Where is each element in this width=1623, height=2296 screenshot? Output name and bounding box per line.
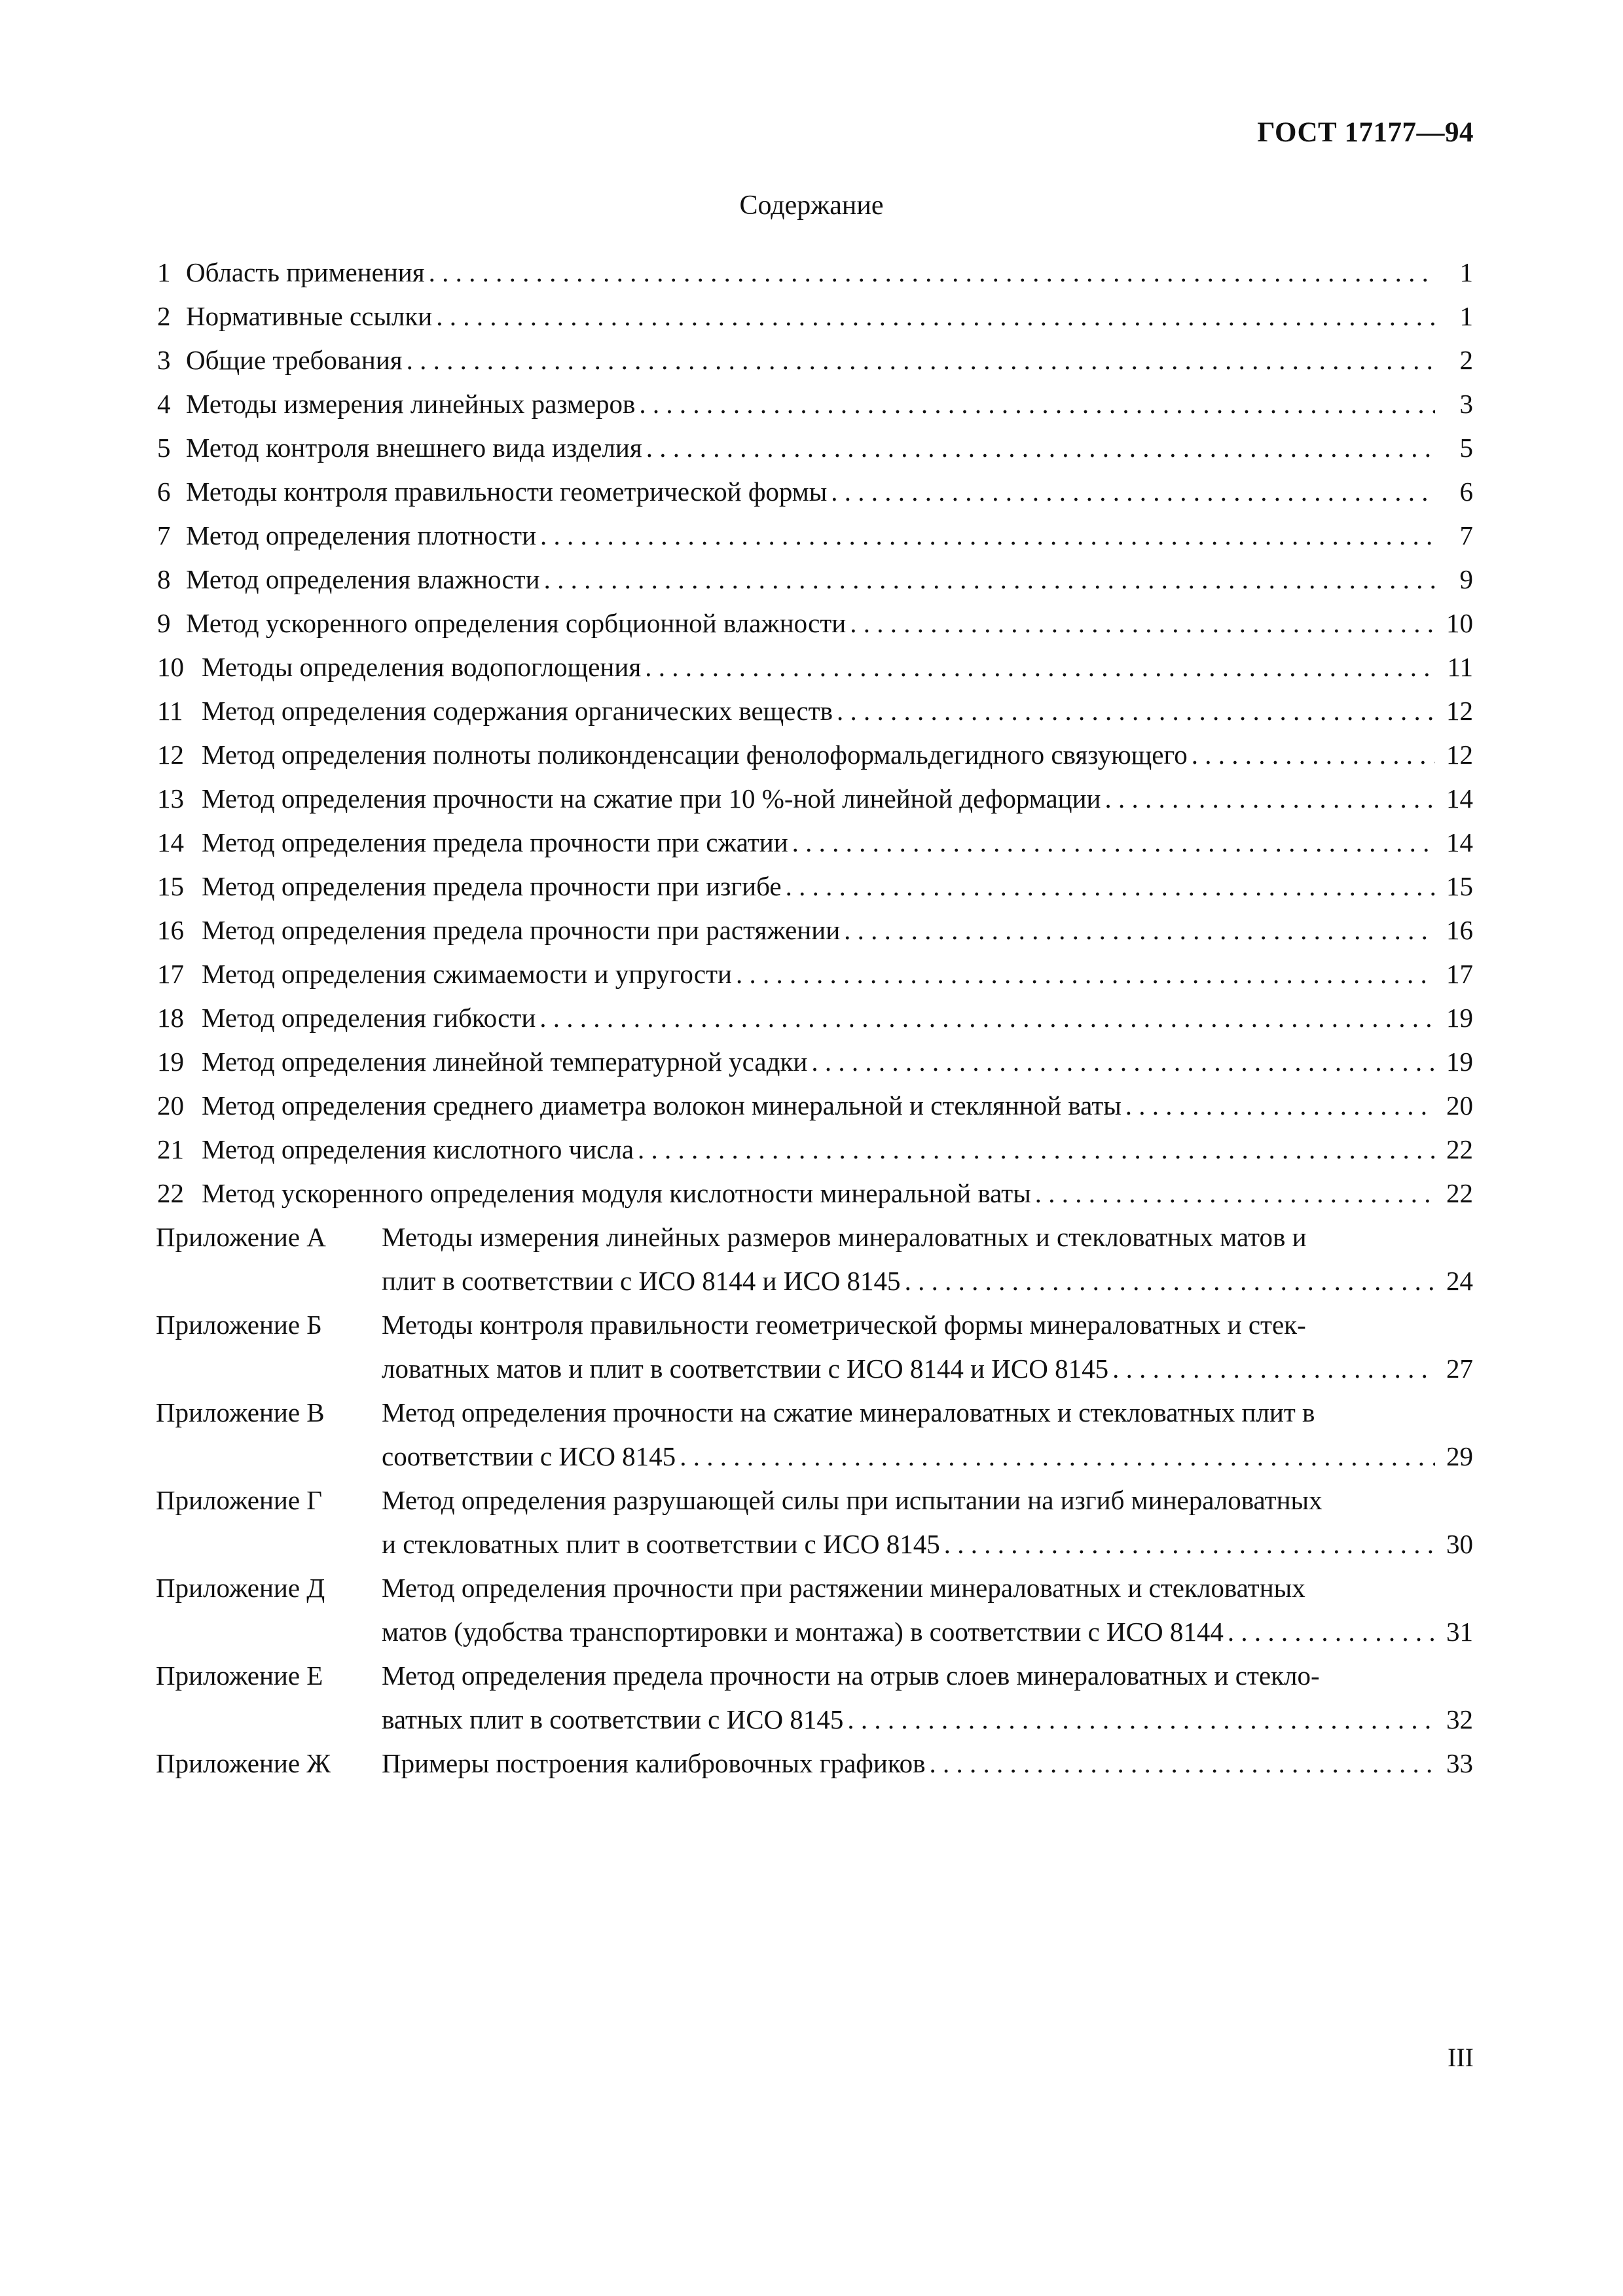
toc-section-entry[interactable] — [157, 952, 1473, 996]
toc-entry-title: Нормативные ссылки — [186, 301, 433, 331]
toc-entry-title: соответствии с ИСО 8145 — [382, 1441, 676, 1471]
toc-entry-title: Метод определения прочности на сжатие минераловатных и стекловатных плит в — [382, 1397, 1315, 1427]
toc-page-number: 30 — [1446, 1529, 1473, 1559]
dot-leader — [638, 1128, 1435, 1172]
dot-leader — [837, 689, 1435, 733]
dot-leader — [786, 865, 1435, 908]
toc-section-number: 9 — [157, 608, 171, 638]
toc-section-number: 6 — [157, 476, 171, 507]
toc-section-number: 13 — [157, 783, 184, 814]
toc-section-number: 4 — [157, 389, 171, 419]
toc-page-number: 14 — [1446, 827, 1473, 857]
toc-section-number: 12 — [157, 740, 184, 770]
toc-section-entry[interactable] — [157, 996, 1473, 1040]
toc-entry-title: Метод определения предела прочности при сжатии — [202, 827, 788, 857]
toc-section-entry[interactable] — [157, 865, 1473, 908]
toc-page-number: 29 — [1446, 1441, 1473, 1471]
toc-entry-title: и стекловатных плит в соответствии с ИСО 8145 — [382, 1529, 940, 1559]
toc-page-number: 3 — [1459, 389, 1473, 419]
dot-leader — [436, 295, 1435, 338]
toc-appendix-label: Приложение В — [156, 1397, 325, 1427]
dot-leader — [639, 382, 1435, 426]
toc-section-number: 21 — [157, 1134, 184, 1164]
dot-leader — [929, 1742, 1435, 1785]
dot-leader — [1192, 733, 1435, 777]
toc-section-entry[interactable] — [157, 777, 1473, 821]
toc-section-number: 20 — [157, 1090, 184, 1121]
toc-page-number: 6 — [1459, 476, 1473, 507]
toc-appendix-entry[interactable] — [156, 1654, 1473, 1742]
toc-entry-title: Метод определения предела прочности при растяжении — [202, 915, 841, 945]
toc-page-number: 15 — [1446, 871, 1473, 901]
toc-entry-title: Метод определения предела прочности на отрыв слоев минераловатных и стекло- — [382, 1660, 1320, 1691]
toc-entry-title: Метод определения линейной температурной усадки — [202, 1047, 808, 1077]
dot-leader — [736, 952, 1435, 996]
toc-section-entry[interactable] — [157, 1084, 1473, 1128]
dot-leader — [811, 1040, 1435, 1084]
toc-page-number: 22 — [1446, 1134, 1473, 1164]
toc-section-number: 3 — [157, 345, 171, 375]
toc-page-number: 1 — [1459, 257, 1473, 287]
toc-entry-title: Метод определения предела прочности при изгибе — [202, 871, 782, 901]
toc-section-number: 11 — [157, 696, 183, 726]
dot-leader — [850, 601, 1435, 645]
toc-section-entry[interactable] — [157, 1172, 1473, 1215]
toc-section-entry[interactable] — [157, 295, 1473, 338]
toc-section-number: 1 — [157, 257, 171, 287]
dot-leader — [831, 470, 1435, 514]
toc-page-number: 17 — [1446, 959, 1473, 989]
dot-leader — [544, 558, 1435, 601]
toc-entry-title: Метод определения сжимаемости и упругости — [202, 959, 732, 989]
toc-section-number: 2 — [157, 301, 171, 331]
dot-leader — [844, 908, 1435, 952]
dot-leader — [1112, 1347, 1435, 1391]
toc-appendix-label: Приложение Д — [156, 1573, 325, 1603]
toc-page-number: 9 — [1459, 564, 1473, 594]
toc-entry-title: Метод определения влажности — [186, 564, 540, 594]
dot-leader — [429, 251, 1435, 295]
toc-page-number: 14 — [1446, 783, 1473, 814]
toc-section-number: 14 — [157, 827, 184, 857]
dot-leader — [1104, 777, 1435, 821]
toc-section-entry[interactable] — [157, 1040, 1473, 1084]
toc-entry-title: Метод определения прочности на сжатие при 10 %-ной линейной деформации — [202, 783, 1101, 814]
toc-appendix-entry[interactable] — [156, 1303, 1473, 1391]
toc-entry-title: Метод определения среднего диаметра волокон минеральной и стеклянной ваты — [202, 1090, 1122, 1121]
dot-leader — [407, 338, 1435, 382]
toc-appendix-entry[interactable] — [156, 1479, 1473, 1566]
toc-page-number: 27 — [1446, 1354, 1473, 1384]
toc-entry-title: Методы измерения линейных размеров минераловатных и стекловатных матов и — [382, 1222, 1307, 1252]
toc-page-number: 7 — [1459, 520, 1473, 550]
page-title: Содержание — [739, 190, 884, 221]
toc-section-entry[interactable] — [157, 470, 1473, 514]
dot-leader — [944, 1522, 1435, 1566]
toc-entry-title: Метод определения прочности при растяжении минераловатных и стекловатных — [382, 1573, 1305, 1603]
toc-section-number: 8 — [157, 564, 171, 594]
toc-entry-title: Методы контроля правильности геометрической формы — [186, 476, 828, 507]
toc-entry-title: Примеры построения калибровочных графиков — [382, 1748, 926, 1778]
toc-page-number: 16 — [1446, 915, 1473, 945]
toc-section-entry[interactable] — [157, 251, 1473, 295]
toc-section-entry[interactable] — [157, 514, 1473, 558]
toc-section-entry[interactable] — [157, 689, 1473, 733]
toc-section-number: 10 — [157, 652, 184, 682]
dot-leader — [792, 821, 1435, 865]
toc-section-entry[interactable] — [157, 426, 1473, 470]
toc-section-entry[interactable] — [157, 733, 1473, 777]
toc-section-number: 22 — [157, 1178, 184, 1208]
dot-leader — [646, 426, 1435, 470]
dot-leader — [905, 1259, 1435, 1303]
toc-section-number: 7 — [157, 520, 171, 550]
toc-section-number: 5 — [157, 433, 171, 463]
toc-page-number: 33 — [1446, 1748, 1473, 1778]
toc-page-number: 24 — [1446, 1266, 1473, 1296]
toc-page-number: 10 — [1446, 608, 1473, 638]
toc-section-entry[interactable] — [157, 558, 1473, 601]
toc-entry-title: Методы контроля правильности геометрической формы минераловатных и стек- — [382, 1310, 1306, 1340]
toc-entry-title: плит в соответствии с ИСО 8144 и ИСО 8145 — [382, 1266, 901, 1296]
toc-page-number: 31 — [1446, 1617, 1473, 1647]
toc-entry-title: матов (удобства транспортировки и монтажа) в соответствии с ИСО 8144 — [382, 1617, 1224, 1647]
toc-appendix-entry[interactable] — [156, 1391, 1473, 1479]
toc-page-number: 1 — [1459, 301, 1473, 331]
toc-entry-title: Методы определения водопоглощения — [202, 652, 642, 682]
dot-leader — [645, 645, 1435, 689]
toc-entry-title: Метод ускоренного определения сорбционной влажности — [186, 608, 847, 638]
toc-page-number: 22 — [1446, 1178, 1473, 1208]
toc-entry-title: Методы измерения линейных размеров — [186, 389, 636, 419]
toc-entry-title: Метод определения кислотного числа — [202, 1134, 634, 1164]
toc-entry-title: Общие требования — [186, 345, 403, 375]
toc-appendix-label: Приложение Б — [156, 1310, 322, 1340]
toc-entry-title: Метод определения содержания органических веществ — [202, 696, 833, 726]
dot-leader — [539, 996, 1435, 1040]
dot-leader — [847, 1698, 1435, 1742]
toc-entry-title: Метод определения разрушающей силы при испытании на изгиб минераловатных — [382, 1485, 1322, 1515]
toc-appendix-label: Приложение Е — [156, 1660, 323, 1691]
dot-leader — [680, 1435, 1435, 1479]
toc-page-number: 5 — [1459, 433, 1473, 463]
page-number: III — [1448, 2043, 1474, 2072]
toc-entry-title: Метод определения плотности — [186, 520, 537, 550]
dot-leader — [540, 514, 1435, 558]
dot-leader — [1035, 1172, 1435, 1215]
toc-entry-title: ловатных матов и плит в соответствии с ИСО 8144 и ИСО 8145 — [382, 1354, 1109, 1384]
dot-leader — [1228, 1610, 1435, 1654]
toc-section-entry[interactable] — [157, 382, 1473, 426]
table-of-contents — [157, 251, 1473, 1785]
dot-leader — [1125, 1084, 1435, 1128]
toc-section-number: 18 — [157, 1003, 184, 1033]
toc-entry-title: Метод контроля внешнего вида изделия — [186, 433, 642, 463]
toc-section-entry[interactable] — [157, 601, 1473, 645]
toc-appendix-label: Приложение Ж — [156, 1748, 331, 1778]
toc-appendix-label: Приложение Г — [156, 1485, 323, 1515]
toc-entry-title: Область применения — [186, 257, 425, 287]
toc-entry-title: ватных плит в соответствии с ИСО 8145 — [382, 1704, 844, 1734]
toc-page-number: 12 — [1446, 696, 1473, 726]
toc-page-number: 19 — [1446, 1047, 1473, 1077]
toc-page-number: 2 — [1459, 345, 1473, 375]
toc-appendix-entry[interactable] — [156, 1742, 1473, 1785]
toc-section-entry[interactable] — [157, 1128, 1473, 1172]
toc-appendix-label: Приложение А — [156, 1222, 326, 1252]
toc-page-number: 32 — [1446, 1704, 1473, 1734]
toc-section-entry[interactable] — [157, 821, 1473, 865]
toc-section-number: 15 — [157, 871, 184, 901]
toc-section-number: 19 — [157, 1047, 184, 1077]
toc-appendix-entry[interactable] — [156, 1566, 1473, 1654]
toc-entry-title: Метод определения гибкости — [202, 1003, 536, 1033]
toc-section-entry[interactable] — [157, 645, 1473, 689]
toc-page-number: 19 — [1446, 1003, 1473, 1033]
toc-appendix-entry[interactable] — [156, 1215, 1473, 1303]
toc-section-number: 16 — [157, 915, 184, 945]
toc-entry-title: Метод определения полноты поликонденсации фенолоформальдегидного связующего — [202, 740, 1188, 770]
toc-page-number: 12 — [1446, 740, 1473, 770]
toc-section-number: 17 — [157, 959, 184, 989]
toc-page-number: 11 — [1447, 652, 1473, 682]
toc-entry-title: Метод ускоренного определения модуля кислотности минеральной ваты — [202, 1178, 1031, 1208]
toc-section-entry[interactable] — [157, 908, 1473, 952]
toc-section-entry[interactable] — [157, 338, 1473, 382]
toc-page-number: 20 — [1446, 1090, 1473, 1121]
document-id: ГОСТ 17177—94 — [1257, 117, 1474, 148]
